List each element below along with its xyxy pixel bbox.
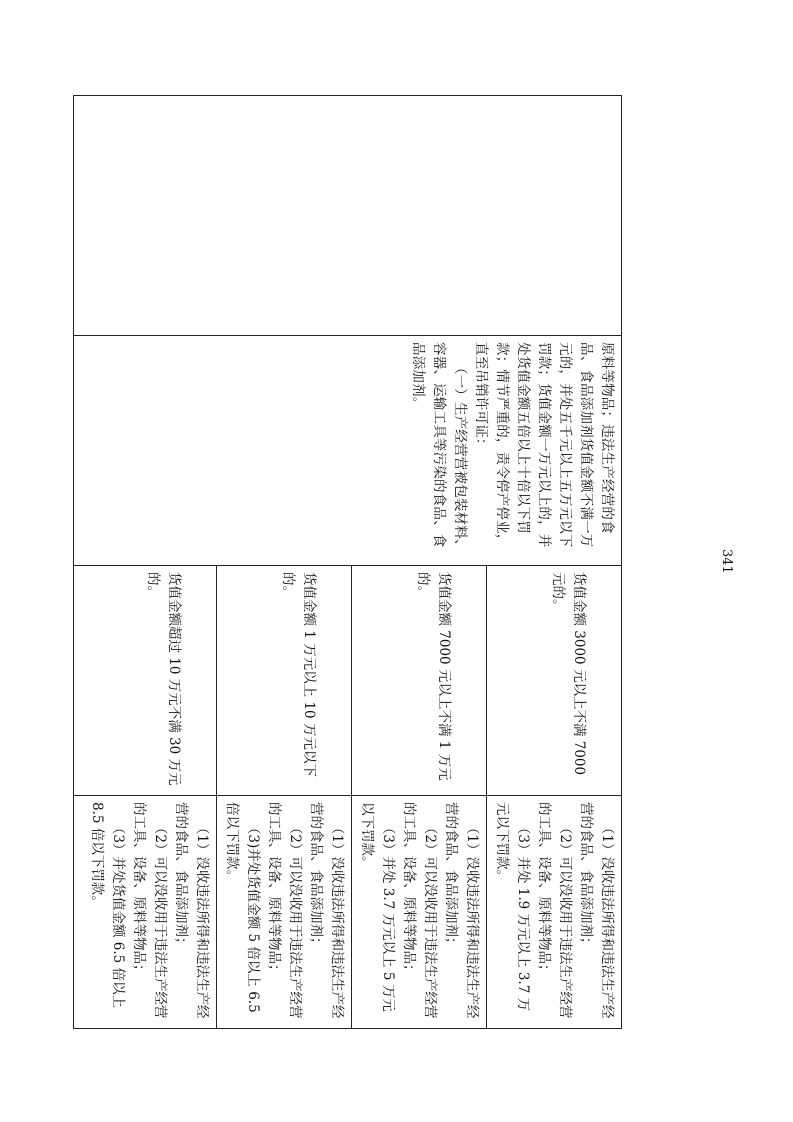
page-number: 341 [719,549,734,574]
penalty-item: （1）没收违法所得和违法生产经营的食品、食品添加剂； [173,802,210,1019]
penalty-item: （3）并处货值金额 6.5 倍以上 8.5 倍以下罚款。 [89,802,126,1009]
penalty-item: （2）可以没收用于违法生产经营的工具、设备、原料等物品； [401,802,438,1019]
penalty-item: （1）没收违法所得和违法生产经营的食品、食品添加剂； [443,802,480,1019]
table-row [487,96,622,1029]
amount-text: 货值金额 7000 元以上不满 1 万元的。 [415,572,452,781]
penalty-item: （3)并处货值金额 5 倍以上 6.5 倍以下罚款。 [224,802,261,1013]
amount-cell [74,566,217,796]
rotated-table-page [89,95,622,1028]
penalty-item: （2）可以没收用于违法生产经营的工具、设备、原料等物品； [266,802,303,1019]
penalty-item: （2）可以没收用于违法生产经营的工具、设备、原料等物品； [536,802,573,1019]
law-text-paragraph: （一）生产经营营被包装材料、容器、运输工具等污染的食品、食品添加剂。 [410,342,468,553]
law-text-cell [74,336,622,566]
amount-cell [487,566,622,796]
penalty-item: （1）没收违法所得和违法生产经营的食品、食品添加剂； [308,802,345,1019]
penalty-item: （1）没收违法所得和违法生产经营的食品、食品添加剂； [578,802,615,1019]
law-text-paragraph: 原料等物品；违法生产经营的食品、食品添加剂货值金额不满一万元的，并处五千元以上五万元以下罚款；货值金额一万元以上的，并处货值金额五倍以上十倍以下罚款；情节严重的，责令停产停业，直至吊销许可证： [473,342,615,548]
amount-text: 货值金额超过 10 万元不满 30 万元的。 [145,572,182,786]
penalty-cell [74,796,217,1029]
penalty-cell [487,796,622,1029]
amount-cell [217,566,352,796]
empty-cell-col1 [74,96,622,336]
penalty-cell [352,796,487,1029]
penalty-item: （2）可以没收用于违法生产经营的工具、设备、原料等物品； [131,802,168,1019]
penalty-item: （3）并处 1.9 万元以上 3.7 万元以下罚款。 [494,802,531,1012]
penalty-table [73,95,622,1029]
amount-text: 货值金额 3000 元以上不满 7000 元的。 [550,572,587,776]
penalty-item: （3）并处 3.7 万元以上 5 万元以下罚款。 [359,802,396,1012]
amount-cell [352,566,487,796]
amount-text: 货值金额 1 万元以上 10 万元以下的。 [280,572,317,777]
penalty-cell [217,796,352,1029]
